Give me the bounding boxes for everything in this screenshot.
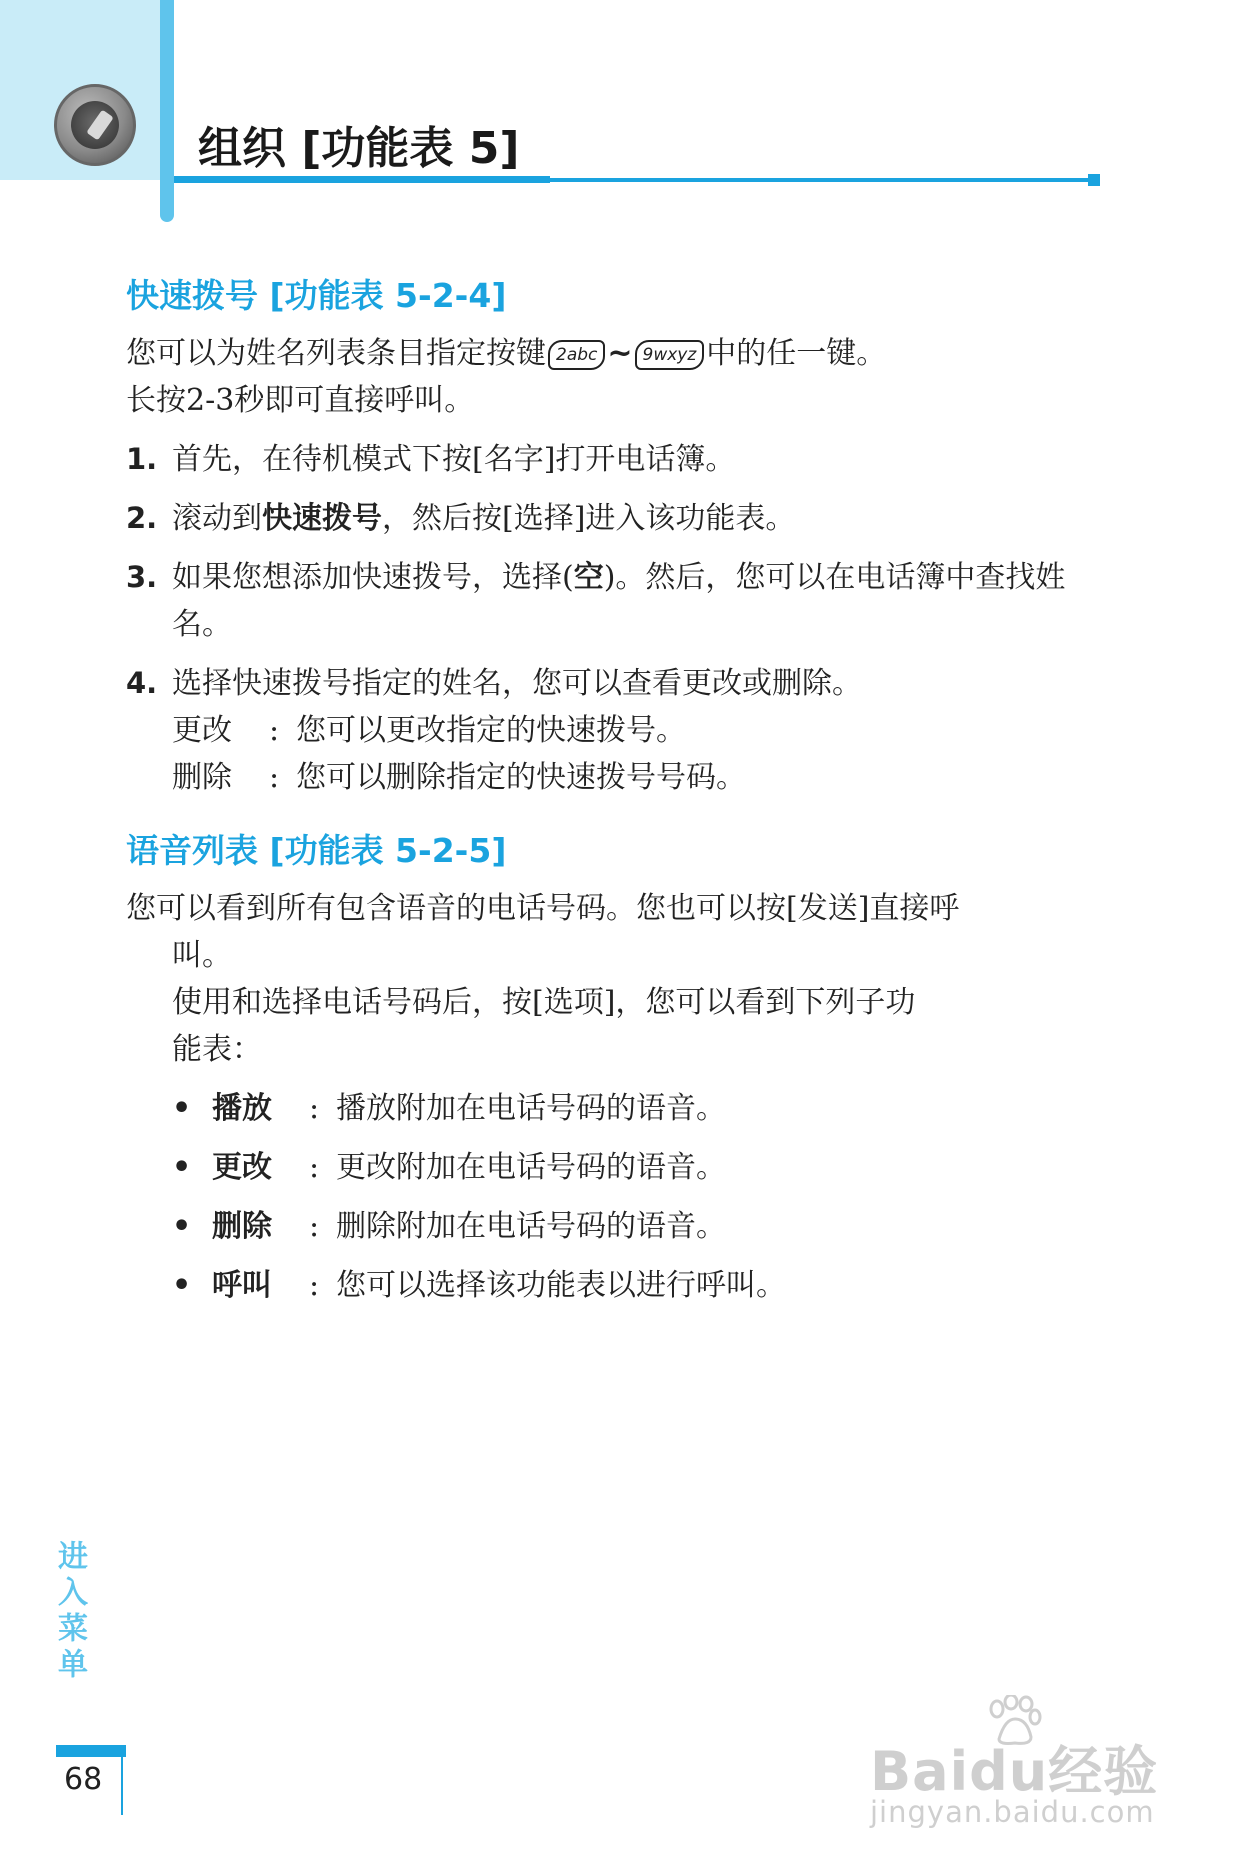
key-9-icon: 9wxyz — [635, 340, 705, 370]
step-item — [126, 660, 1106, 707]
watermark-brand: Baidu经验 — [870, 1740, 1159, 1803]
intro-post: 中的任一键。 — [706, 336, 887, 371]
step-number: 4. — [126, 666, 158, 700]
list-item — [126, 1144, 1106, 1191]
option-value: 您可以更改指定的快速拨号。 — [296, 713, 686, 748]
step-text — [172, 554, 1106, 648]
step-item — [126, 436, 1106, 483]
bullet-separator: : — [308, 1209, 320, 1244]
speed-dial-intro-2: 长按2-3秒即可直接呼叫。 — [126, 383, 475, 418]
title-underline-thick — [174, 176, 550, 183]
step-number: 3. — [126, 560, 158, 594]
step-text-post: )。然后，您可以在电话簿中查找姓名。 — [172, 560, 1066, 642]
bullet-key: 呼叫 — [212, 1268, 272, 1303]
bullet-separator: : — [308, 1091, 320, 1126]
voice-list-para-2: 使用和选择电话号码后，按[选项]，您可以看到下列子功能表： — [172, 985, 916, 1067]
intro-pre: 您可以为姓名列表条目指定按键 — [126, 336, 546, 371]
bullet-key: 播放 — [212, 1091, 272, 1126]
step-number: 1. — [126, 442, 158, 476]
step-number: 2. — [126, 501, 158, 535]
bullet-value: 更改附加在电话号码的语音。 — [336, 1150, 726, 1185]
option-key: 删除 — [172, 760, 232, 795]
step-item — [126, 554, 1106, 648]
option-value: 您可以删除指定的快速拨号号码。 — [296, 760, 746, 795]
header-vertical-bar — [160, 0, 174, 222]
page-number-bar — [56, 1745, 126, 1757]
list-item — [126, 1085, 1106, 1132]
speed-dial-intro — [126, 330, 1106, 377]
voice-list-para-1-cont: 叫。 — [172, 938, 232, 973]
step-item — [126, 495, 1106, 542]
step-text — [172, 495, 1106, 542]
option-separator: : — [268, 760, 280, 795]
page-content — [126, 272, 1106, 1309]
section-heading-speed-dial: 快速拨号 [功能表 5-2-4] — [126, 276, 507, 315]
bullet-dot: • — [172, 1091, 192, 1126]
step-text: 首先，在待机模式下按[名字]打开电话簿。 — [172, 442, 736, 477]
bullet-key: 更改 — [212, 1150, 272, 1185]
phone-organizer-icon — [54, 84, 136, 166]
step-text-pre: 滚动到 — [172, 501, 262, 536]
option-key: 更改 — [172, 713, 232, 748]
logo-shape — [86, 110, 114, 141]
bullet-dot: • — [172, 1150, 192, 1185]
step-text-bold: 空 — [573, 560, 604, 595]
side-section-label: 进入菜单 — [52, 1540, 87, 1684]
bullet-key: 删除 — [212, 1209, 272, 1244]
title-underline-end — [1088, 174, 1100, 186]
bullet-dot: • — [172, 1268, 192, 1303]
watermark-url: jingyan.baidu.com — [870, 1795, 1155, 1829]
option-separator: : — [268, 713, 280, 748]
voice-list-para-1: 您可以看到所有包含语音的电话号码。您也可以按[发送]直接呼 — [126, 891, 960, 926]
list-item — [126, 1262, 1106, 1309]
option-row — [126, 707, 1106, 754]
bullet-dot: • — [172, 1209, 192, 1244]
step-text-bold: 快速拨号 — [262, 501, 382, 536]
step-text: 选择快速拨号指定的姓名，您可以查看更改或删除。 — [172, 666, 862, 701]
section-heading-voice-list: 语音列表 [功能表 5-2-5] — [126, 831, 507, 870]
key-tilde: ~ — [607, 336, 633, 371]
watermark — [870, 1695, 1170, 1835]
page-title: 组织 [功能表 5] — [198, 123, 520, 174]
bullet-value: 删除附加在电话号码的语音。 — [336, 1209, 726, 1244]
page-number-rule — [121, 1757, 123, 1815]
logo-inner — [71, 101, 119, 149]
step-text-pre: 如果您想添加快速拨号，选择( — [172, 560, 574, 595]
bullet-value: 播放附加在电话号码的语音。 — [336, 1091, 726, 1126]
key-2-icon: 2abc — [548, 340, 605, 370]
bullet-separator: : — [308, 1268, 320, 1303]
option-row — [126, 754, 1106, 801]
bullet-separator: : — [308, 1150, 320, 1185]
step-text-post: ，然后按[选择]进入该功能表。 — [382, 501, 796, 536]
list-item — [126, 1203, 1106, 1250]
page-number: 68 — [64, 1762, 103, 1797]
bullet-value: 您可以选择该功能表以进行呼叫。 — [336, 1268, 786, 1303]
